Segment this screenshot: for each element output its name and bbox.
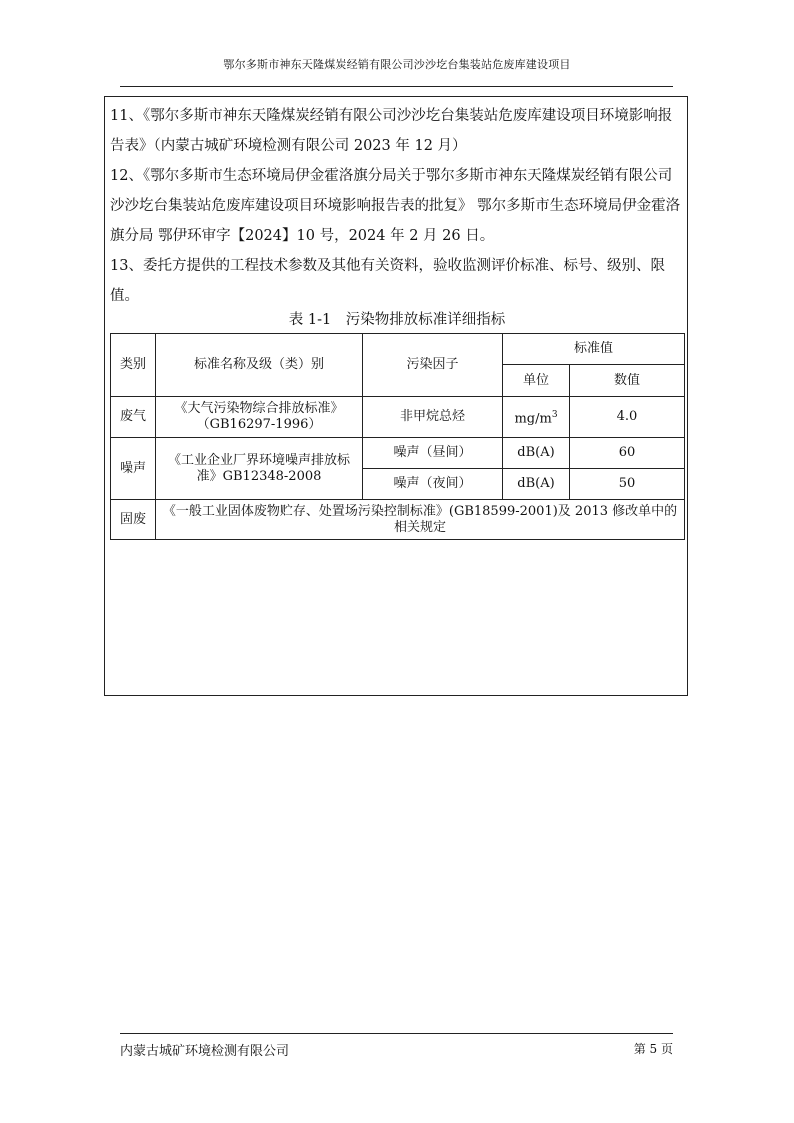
header-standard: 标准名称及级（类）别 xyxy=(156,334,363,397)
table-row-gas xyxy=(111,397,685,438)
reference-item-11: 11、《鄂尔多斯市神东天隆煤炭经销有限公司沙沙圪台集装站危废库建设项目环境影响报告表》（内蒙古城矿环境检测有限公司 2023 年 12 月） xyxy=(110,108,673,154)
gas-value: 4.0 xyxy=(570,397,685,438)
noise-category: 噪声 xyxy=(111,438,156,500)
gas-unit-base: mg/m xyxy=(514,411,552,427)
footer-rule xyxy=(120,1033,673,1034)
footer-page-number: 第 5 页 xyxy=(633,1042,673,1056)
reference-item-12: 12、《鄂尔多斯市生态环境局伊金霍洛旗分局关于鄂尔多斯市神东天隆煤炭经销有限公司沙沙圪台集装站危废库建设项目环境影响报告表的批复》 鄂尔多斯市生态环境局伊金霍洛旗分局 鄂伊环审字【2024】10 号，2024 年 2 月 26 日。 xyxy=(110,168,681,244)
gas-factor: 非甲烷总烃 xyxy=(363,397,503,438)
header-rule xyxy=(120,86,673,87)
noise-day-unit: dB(A) xyxy=(503,438,570,469)
emission-standards-table xyxy=(110,333,685,540)
noise-day-factor: 噪声（昼间） xyxy=(363,438,503,469)
page-header-title: 鄂尔多斯市神东天隆煤炭经销有限公司沙沙圪台集装站危废库建设项目 xyxy=(223,58,571,71)
table-row-noise-day xyxy=(111,438,685,469)
gas-category: 废气 xyxy=(111,397,156,438)
table-header-row xyxy=(111,334,685,365)
footer-company: 内蒙古城矿环境检测有限公司 xyxy=(120,1044,290,1059)
noise-night-unit: dB(A) xyxy=(503,469,570,500)
table-row-solid xyxy=(111,500,685,540)
header-value: 数值 xyxy=(570,365,685,397)
header-unit: 单位 xyxy=(503,365,570,397)
table-caption: 表 1-1 污染物排放标准详细指标 xyxy=(288,312,506,328)
solid-standard: 《一般工业固体废物贮存、处置场污染控制标准》(GB18599-2001)及 2013 修改单中的相关规定 xyxy=(156,500,685,540)
noise-night-factor: 噪声（夜间） xyxy=(363,469,503,500)
header-factor: 污染因子 xyxy=(363,334,503,397)
gas-standard: 《大气污染物综合排放标准》（GB16297-1996） xyxy=(156,397,363,438)
noise-day-value: 60 xyxy=(570,438,685,469)
gas-unit-exponent: 3 xyxy=(551,409,558,420)
noise-standard: 《工业企业厂界环境噪声排放标准》GB12348-2008 xyxy=(156,438,363,500)
gas-unit xyxy=(503,397,570,438)
reference-item-13: 13、委托方提供的工程技术参数及其他有关资料，验收监测评价标准、标号、级别、限值。 xyxy=(110,258,665,304)
solid-category: 固废 xyxy=(111,500,156,540)
header-limit: 标准值 xyxy=(503,334,685,365)
header-category: 类别 xyxy=(111,334,156,397)
noise-night-value: 50 xyxy=(570,469,685,500)
